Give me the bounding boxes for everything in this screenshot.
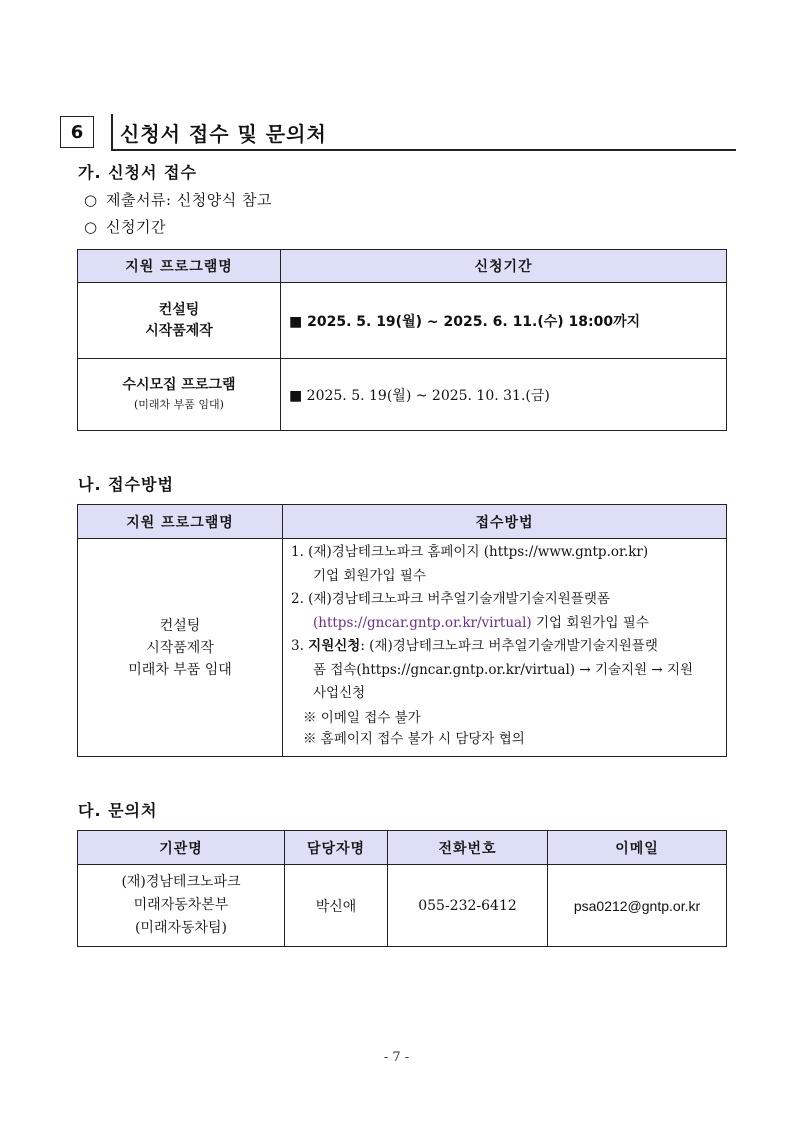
- header-period: 신청기간: [281, 250, 727, 283]
- method-item-3-bold: 지원신청: [308, 638, 361, 654]
- program-cell: [78, 359, 281, 431]
- header-org: 기관명: [78, 831, 285, 865]
- method-item-3: [291, 635, 720, 659]
- section-divider-bar: [111, 114, 113, 150]
- period-cell: ■ 2025. 5. 19(월) ~ 2025. 10. 31.(금): [281, 359, 727, 431]
- table-header-row: [78, 831, 727, 865]
- header-method: 접수방법: [283, 505, 727, 539]
- program-name-line: 미래차 부품 임대: [128, 661, 232, 678]
- circle-bullet-icon: ○: [84, 191, 98, 209]
- header-program: 지원 프로그램명: [78, 505, 283, 539]
- program-name-line: 수시모집 프로그램: [122, 376, 236, 393]
- virtual-platform-link[interactable]: (https://gncar.gntp.or.kr/virtual): [313, 614, 532, 631]
- method-cell: [283, 539, 727, 757]
- org-line: 미래자동차본부: [133, 897, 229, 913]
- method-item-3-prefix: 3.: [291, 638, 309, 654]
- method-item-2-cont: [291, 612, 720, 636]
- method-item-2: 2. (재)경남테크노파크 버추얼기술개발기술지원플랫폼: [291, 591, 610, 607]
- bullet-text: 제출서류: 신청양식 참고: [106, 191, 272, 209]
- program-name-line: 컨설팅: [158, 301, 200, 318]
- program-name-line: 컨설팅: [159, 617, 201, 634]
- program-cell: [78, 539, 283, 757]
- method-item-3-cont: 폼 접속(https://gncar.gntp.or.kr/virtual) → 기술지원 → 지원: [313, 661, 694, 678]
- bullet-text: 신청기간: [106, 218, 166, 236]
- org-line: (미래자동차팀): [134, 920, 228, 936]
- header-phone: 전화번호: [388, 831, 548, 865]
- section-title: 신청서 접수 및 문의처: [120, 122, 327, 146]
- part-a-bullet-2: [84, 216, 166, 237]
- method-note-2: ※ 홈페이지 접수 불가 시 담당자 협의: [303, 730, 525, 747]
- contact-table: [77, 830, 727, 947]
- program-name-line: 시작품제작: [145, 322, 213, 339]
- program-name-line: 시작품제작: [146, 639, 214, 656]
- application-period-table: [77, 249, 727, 431]
- part-a-bullet-1: [84, 189, 272, 210]
- header-person: 담당자명: [285, 831, 388, 865]
- program-sub-line: (미래차 부품 임대): [134, 397, 224, 411]
- org-line: (재)경남테크노파크: [121, 874, 241, 890]
- table-row: [78, 359, 727, 431]
- application-method-table: [77, 504, 727, 757]
- period-cell: ■ 2025. 5. 19(월) ~ 2025. 6. 11.(수) 18:00까지: [281, 283, 727, 359]
- method-note-1: ※ 이메일 접수 불가: [303, 709, 421, 726]
- table-header-row: [78, 250, 727, 283]
- method-item-1-cont: 기업 회원가입 필수: [313, 567, 426, 584]
- section-underline: [111, 149, 736, 151]
- table-header-row: [78, 505, 727, 539]
- method-item-1: 1. (재)경남테크노파크 홈페이지 (https://www.gntp.or.kr): [291, 544, 649, 560]
- person-cell: 박신애: [285, 865, 388, 947]
- part-a-title: 가. 신청서 접수: [78, 163, 197, 182]
- method-item-3-text: : (재)경남테크노파크 버추얼기술개발기술지원플랫: [360, 638, 658, 654]
- section-number: 6: [60, 116, 94, 148]
- table-row: [78, 865, 727, 947]
- page-number: - 7 -: [383, 1050, 410, 1065]
- part-b-title: 나. 접수방법: [78, 475, 174, 494]
- method-item-3-cont: 사업신청: [313, 685, 366, 701]
- method-item-2-tail: 기업 회원가입 필수: [531, 614, 649, 631]
- table-row: [78, 283, 727, 359]
- header-email: 이메일: [548, 831, 727, 865]
- part-c-title: 다. 문의처: [78, 801, 158, 820]
- program-cell: [78, 283, 281, 359]
- phone-cell: 055-232-6412: [388, 865, 548, 947]
- org-cell: [78, 865, 285, 947]
- circle-bullet-icon: ○: [84, 218, 98, 236]
- header-program: 지원 프로그램명: [78, 250, 281, 283]
- table-row: [78, 539, 727, 757]
- email-cell[interactable]: psa0212@gntp.or.kr: [548, 865, 727, 947]
